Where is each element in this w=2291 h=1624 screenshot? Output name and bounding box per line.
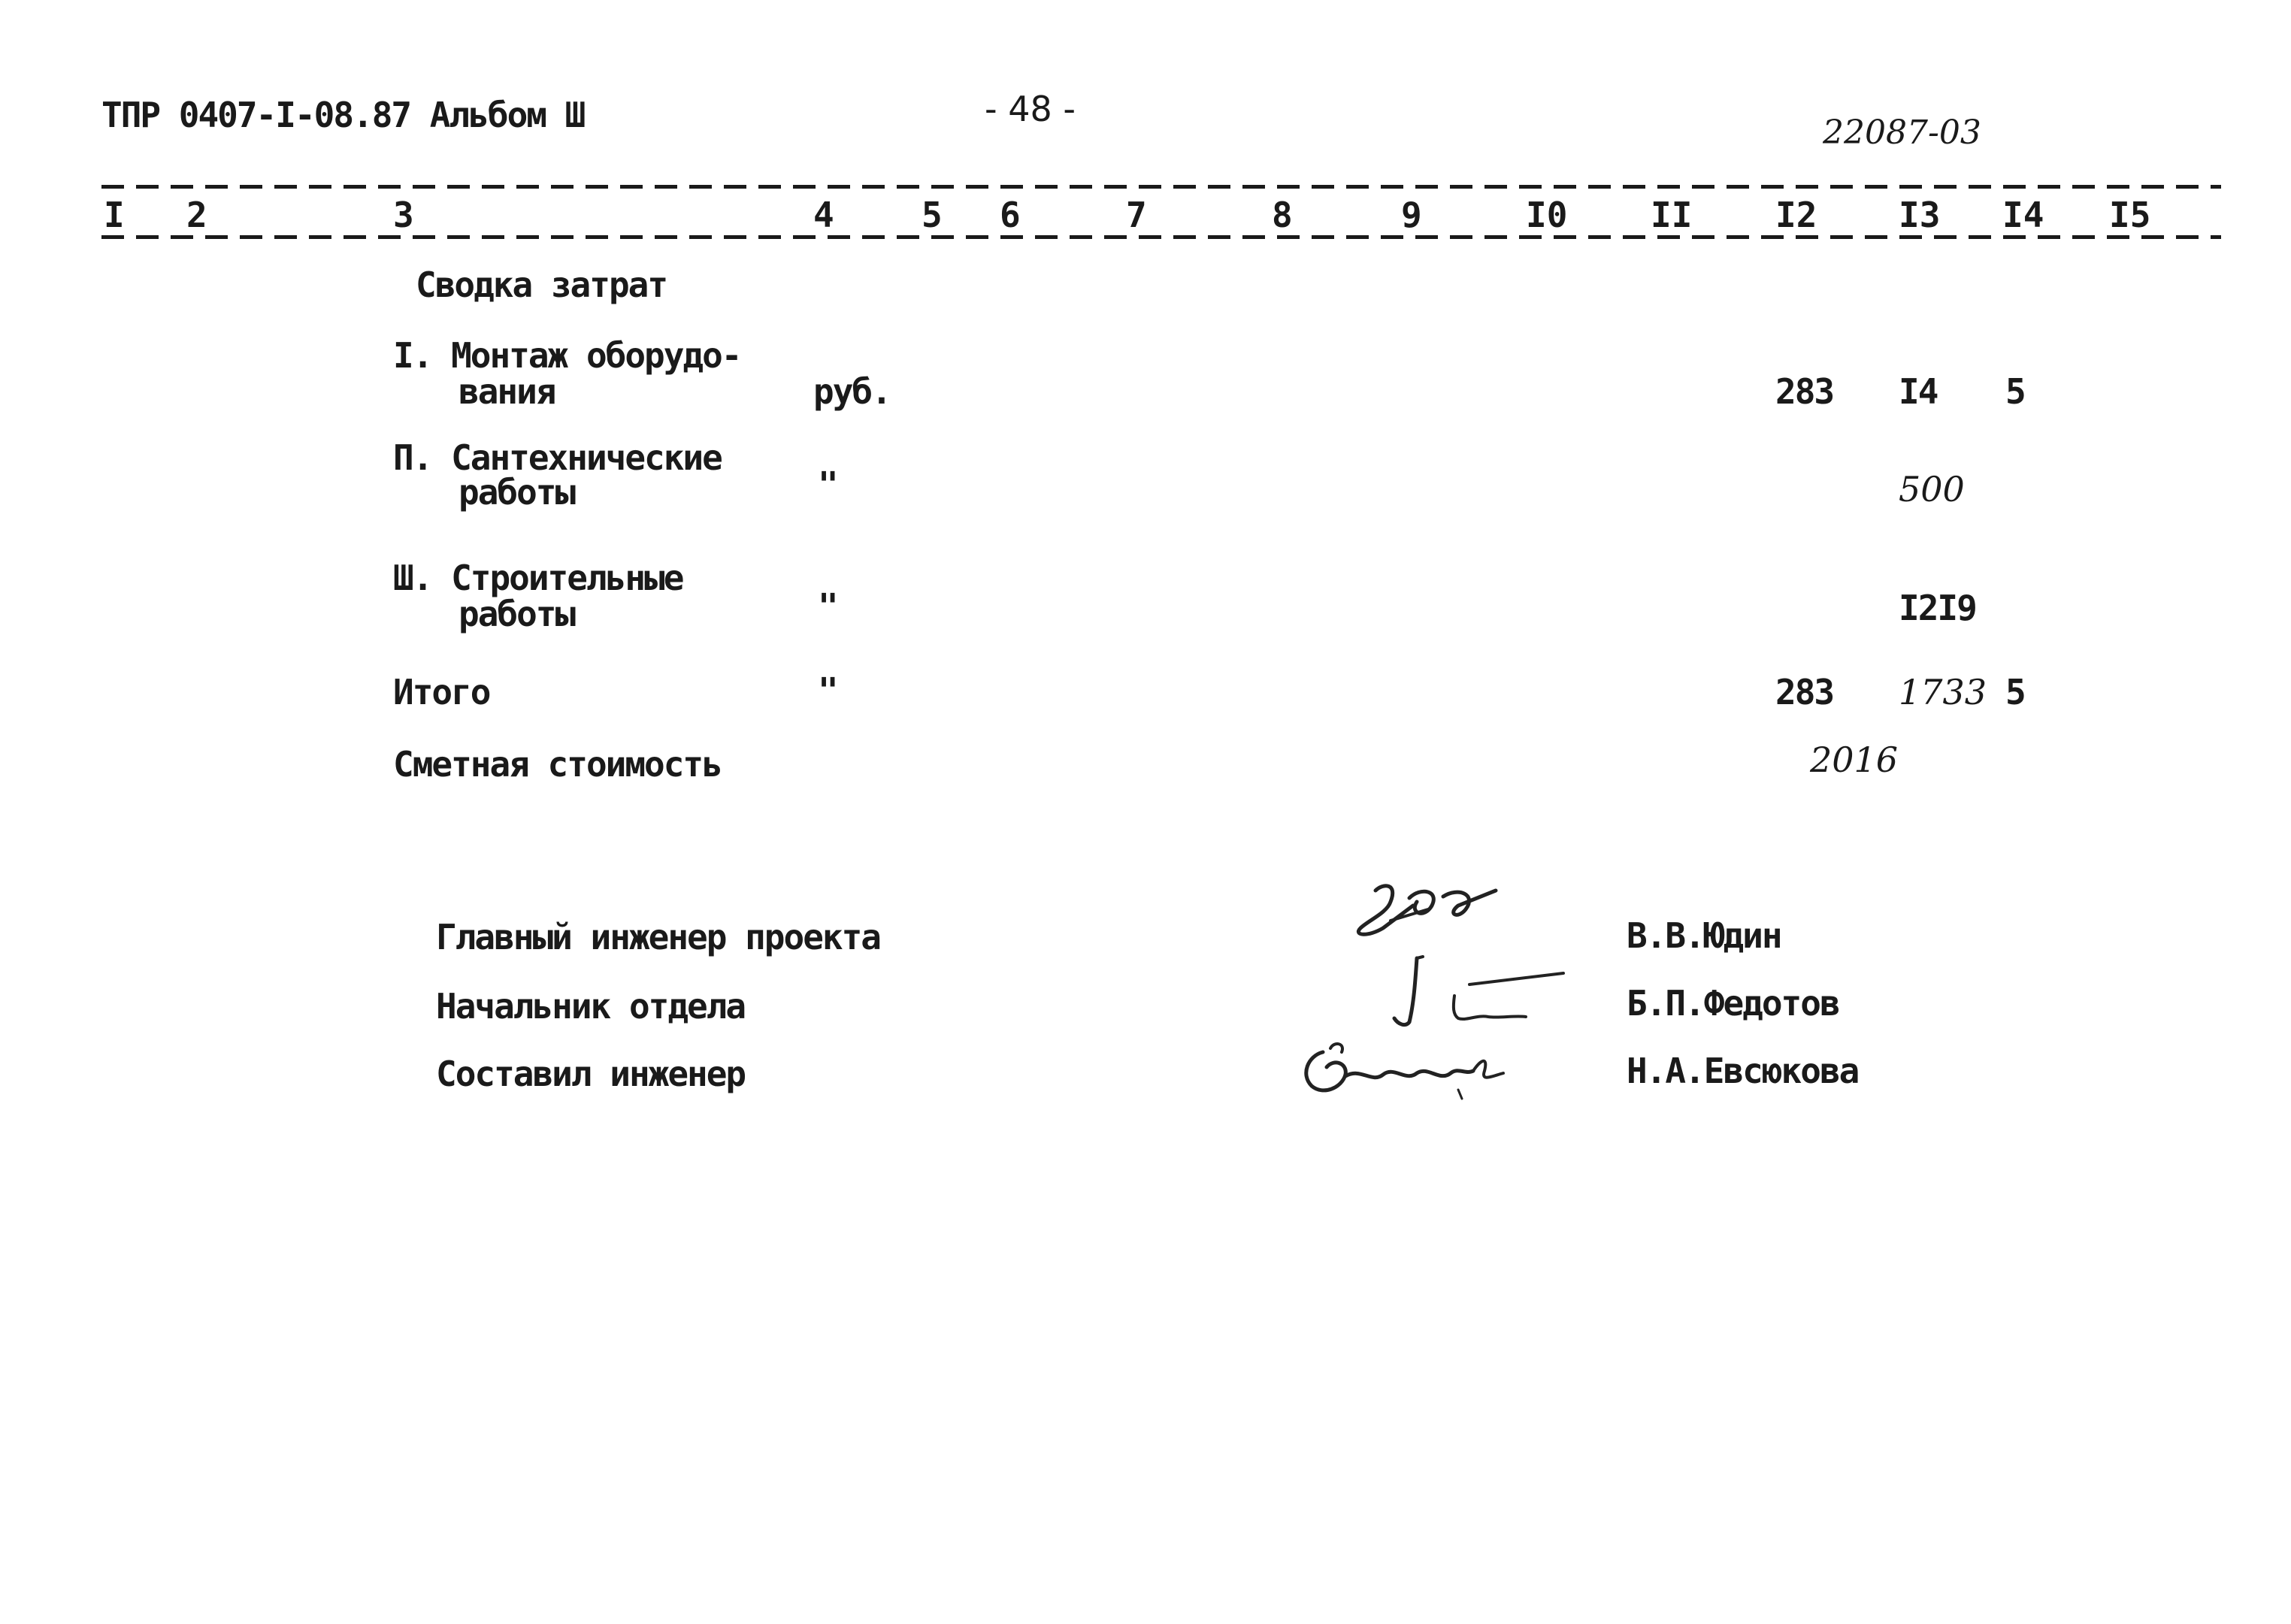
column-header-11: II: [1651, 195, 1693, 235]
row-col12-value: 283: [1775, 371, 1834, 412]
row-label-line1: I. Монтаж оборудо-: [393, 335, 741, 376]
column-header-8: 8: [1272, 195, 1293, 235]
column-header-15: I5: [2109, 195, 2151, 235]
column-header-3: 3: [393, 195, 414, 235]
column-header-12: I2: [1775, 195, 1817, 235]
row-col13-value: I4: [1899, 371, 1938, 412]
column-header-2: 2: [186, 195, 207, 235]
row-label-line1: Ш. Строительные: [393, 558, 683, 598]
row-col13-value: I2I9: [1899, 588, 1976, 628]
summary-title: Сводка затрат: [416, 265, 667, 305]
signature-name: Н.А.Евсюкова: [1627, 1051, 1859, 1091]
row-col12-value: 283: [1775, 672, 1834, 712]
column-header-14: I4: [2002, 195, 2044, 235]
row-unit: руб.: [813, 371, 891, 412]
row-label-line2: вания: [459, 371, 555, 412]
column-header-4: 4: [813, 195, 834, 235]
row-label-line1: П. Сантехнические: [393, 437, 722, 478]
row-col14-value: 5: [2005, 371, 2025, 412]
column-header-1: I: [104, 195, 125, 235]
column-header-10: I0: [1526, 195, 1568, 235]
stamp-number: 22087-03: [1823, 113, 1981, 152]
signature-name: В.В.Юдин: [1627, 915, 1781, 956]
signature-name: Б.П.Федотов: [1627, 983, 1839, 1024]
signature-role: Составил инженер: [436, 1054, 746, 1094]
column-header-bottom-rule: [101, 235, 2221, 239]
column-header-7: 7: [1126, 195, 1147, 235]
column-header-top-rule: [101, 185, 2221, 189]
row-col14-value: 5: [2005, 672, 2025, 712]
total-label: Итого: [393, 672, 490, 712]
column-header-5: 5: [922, 195, 943, 235]
row-label-line2: работы: [459, 472, 575, 513]
row-unit: ": [818, 464, 837, 505]
row-col13-value: 1733: [1899, 672, 1987, 712]
row-unit: ": [818, 670, 837, 711]
document-code: ТПР 0407-I-08.87 Альбом Ш: [101, 95, 585, 135]
estimated-cost-value: 2016: [1810, 739, 1899, 780]
estimated-cost-label: Сметная стоимость: [393, 744, 722, 785]
row-unit: ": [818, 586, 837, 627]
page-number: - 48 -: [985, 89, 1076, 129]
column-header-13: I3: [1899, 195, 1941, 235]
signature-role: Начальник отдела: [436, 986, 746, 1027]
column-header-6: 6: [1000, 195, 1021, 235]
signature-role: Главный инженер проекта: [436, 917, 880, 957]
handwritten-signature-2: [1364, 943, 1575, 1033]
row-col13-value: 500: [1899, 469, 1965, 510]
handwritten-signature-3: [1289, 1030, 1515, 1112]
row-label-line2: работы: [459, 594, 575, 634]
column-header-9: 9: [1401, 195, 1422, 235]
